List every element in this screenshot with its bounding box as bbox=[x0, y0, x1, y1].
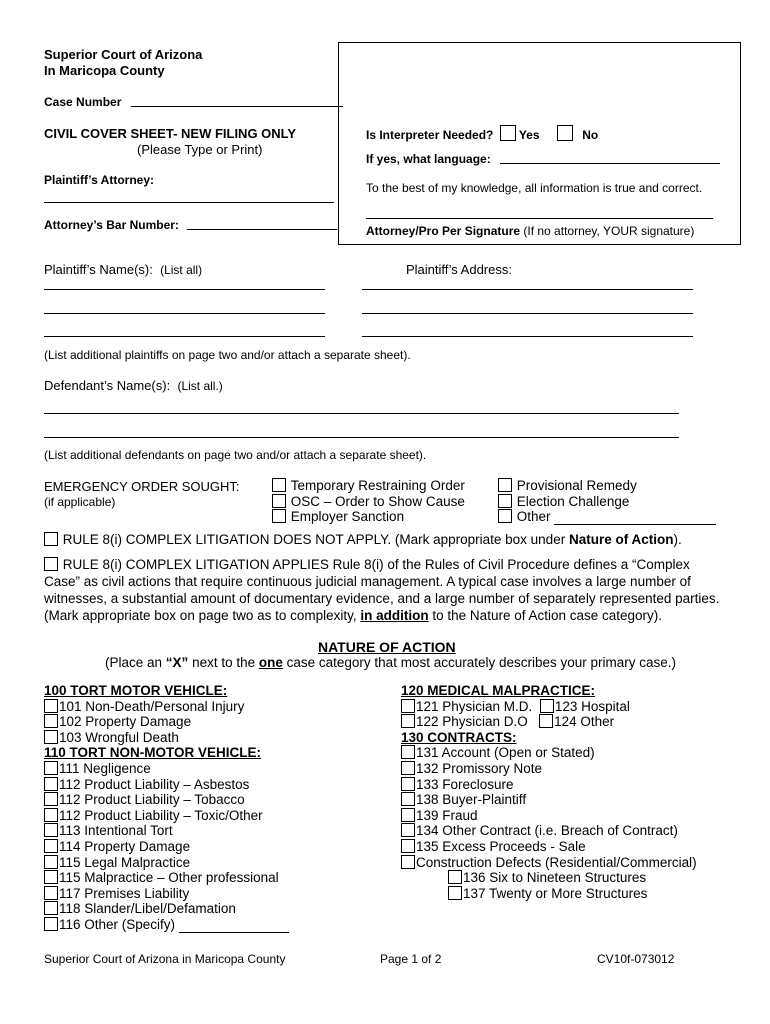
case-number-label: Case Number bbox=[44, 95, 122, 109]
case-checkbox[interactable] bbox=[44, 870, 58, 884]
plaintiff-name-line[interactable] bbox=[44, 336, 325, 337]
case-category-item[interactable]: 122 Physician D.O 124 Other bbox=[401, 714, 697, 730]
osc-checkbox[interactable] bbox=[272, 494, 286, 508]
case-category-item[interactable]: 112 Product Liability – Toxic/Other bbox=[44, 808, 289, 824]
case-checkbox[interactable] bbox=[540, 699, 554, 713]
case-category-item[interactable]: 114 Property Damage bbox=[44, 839, 289, 855]
bar-number-field[interactable] bbox=[187, 229, 337, 230]
case-category-item[interactable]: 121 Physician M.D. 123 Hospital bbox=[401, 699, 697, 715]
provisional-remedy-checkbox[interactable] bbox=[498, 478, 512, 492]
case-category-item[interactable]: 115 Malpractice – Other professional bbox=[44, 870, 289, 886]
case-checkbox[interactable] bbox=[401, 792, 415, 806]
other-emergency-field[interactable] bbox=[554, 510, 716, 525]
interpreter-no-checkbox[interactable] bbox=[557, 125, 573, 141]
election-challenge-checkbox[interactable] bbox=[498, 494, 512, 508]
emergency-options-col2 bbox=[498, 478, 716, 525]
footer-form-code: CV10f-073012 bbox=[597, 952, 675, 966]
emergency-option[interactable]: Provisional Remedy bbox=[498, 478, 716, 494]
plaintiff-address-line[interactable] bbox=[362, 289, 693, 290]
employer-sanction-checkbox[interactable] bbox=[272, 509, 286, 523]
case-checkbox[interactable] bbox=[401, 839, 415, 853]
case-checkbox[interactable] bbox=[448, 886, 462, 900]
plaintiffs-attorney-field[interactable] bbox=[44, 202, 334, 203]
case-checkbox[interactable] bbox=[44, 886, 58, 900]
plaintiff-name-line[interactable] bbox=[44, 313, 325, 314]
nature-of-action-heading: NATURE OF ACTION bbox=[318, 639, 456, 655]
plaintiff-additional-note: (List additional plaintiffs on page two and/or attach a separate sheet). bbox=[44, 348, 411, 362]
tro-checkbox[interactable] bbox=[272, 478, 286, 492]
court-name: Superior Court of Arizona bbox=[44, 47, 203, 62]
case-category-item[interactable]: 112 Product Liability – Tobacco bbox=[44, 792, 289, 808]
case-checkbox[interactable] bbox=[401, 745, 415, 759]
case-category-item[interactable]: 102 Property Damage bbox=[44, 714, 289, 730]
emergency-option[interactable]: Employer Sanction bbox=[272, 509, 465, 525]
case-checkbox[interactable] bbox=[44, 917, 58, 931]
interpreter-yes-label: Yes bbox=[518, 128, 540, 142]
case-checkbox[interactable] bbox=[44, 714, 58, 728]
case-checkbox[interactable] bbox=[44, 901, 58, 915]
rule8-not-apply-checkbox[interactable] bbox=[44, 532, 58, 546]
interpreter-box bbox=[338, 42, 741, 245]
case-number-field[interactable] bbox=[131, 106, 343, 107]
case-checkbox[interactable] bbox=[539, 714, 553, 728]
case-category-column-2 bbox=[401, 683, 697, 901]
plaintiff-name-line[interactable] bbox=[44, 289, 325, 290]
case-checkbox[interactable] bbox=[401, 777, 415, 791]
nature-of-action-instructions: (Place an “X” next to the one case category that most accurately describes your primary case.) bbox=[105, 655, 677, 670]
case-checkbox[interactable] bbox=[44, 699, 58, 713]
other-emergency-checkbox[interactable] bbox=[498, 509, 512, 523]
emergency-label: EMERGENCY ORDER SOUGHT: bbox=[44, 479, 240, 494]
plaintiff-address-line[interactable] bbox=[362, 313, 693, 314]
case-category-item[interactable]: 133 Foreclosure bbox=[401, 777, 697, 793]
case-category-item[interactable]: 112 Product Liability – Asbestos bbox=[44, 777, 289, 793]
language-field[interactable] bbox=[500, 163, 720, 164]
defendant-name-line[interactable] bbox=[44, 413, 679, 414]
emergency-note: (if applicable) bbox=[44, 495, 116, 509]
defendant-names-label: Defendant’s Name(s): (List all.) bbox=[44, 378, 223, 393]
rule8-applies-checkbox[interactable] bbox=[44, 557, 58, 571]
case-checkbox[interactable] bbox=[44, 839, 58, 853]
plaintiff-address-line[interactable] bbox=[362, 336, 693, 337]
case-category-sub-item[interactable]: 136 Six to Nineteen Structures bbox=[401, 870, 697, 886]
case-category-item[interactable]: 103 Wrongful Death bbox=[44, 730, 289, 746]
case-category-item[interactable]: 138 Buyer-Plaintiff bbox=[401, 792, 697, 808]
category-heading-100: 100 TORT MOTOR VEHICLE: bbox=[44, 683, 228, 698]
plaintiffs-attorney-label: Plaintiff’s Attorney: bbox=[44, 173, 154, 187]
case-category-sub-item[interactable]: 137 Twenty or More Structures bbox=[401, 886, 697, 902]
case-checkbox[interactable] bbox=[401, 714, 415, 728]
footer-court: Superior Court of Arizona in Maricopa County bbox=[44, 952, 286, 966]
case-category-item[interactable]: 118 Slander/Libel/Defamation bbox=[44, 901, 289, 917]
emergency-option[interactable]: Temporary Restraining Order bbox=[272, 478, 465, 494]
signature-field[interactable] bbox=[366, 218, 713, 219]
plaintiff-names-label: Plaintiff’s Name(s): (List all) bbox=[44, 262, 203, 277]
emergency-options-col1 bbox=[272, 478, 465, 525]
court-county: In Maricopa County bbox=[44, 63, 165, 78]
case-checkbox[interactable] bbox=[44, 777, 58, 791]
case-category-column-1 bbox=[44, 683, 289, 933]
interpreter-yes-checkbox[interactable] bbox=[500, 125, 516, 141]
bar-number-label: Attorney’s Bar Number: bbox=[44, 218, 179, 232]
form-subtitle: (Please Type or Print) bbox=[137, 142, 263, 157]
case-checkbox[interactable] bbox=[44, 730, 58, 744]
emergency-option[interactable]: Other bbox=[498, 509, 716, 525]
language-label: If yes, what language: bbox=[366, 152, 491, 166]
case-category-item[interactable]: 135 Excess Proceeds - Sale bbox=[401, 839, 697, 855]
case-category-item[interactable]: 116 Other (Specify) bbox=[44, 917, 289, 933]
other-specify-field[interactable] bbox=[179, 918, 289, 933]
case-category-item[interactable]: 132 Promissory Note bbox=[401, 761, 697, 777]
emergency-option[interactable]: OSC – Order to Show Cause bbox=[272, 494, 465, 510]
case-category-item[interactable]: 117 Premises Liability bbox=[44, 886, 289, 902]
case-checkbox[interactable] bbox=[401, 823, 415, 837]
case-checkbox[interactable] bbox=[44, 792, 58, 806]
signature-caption: Attorney/Pro Per Signature (If no attorney, YOUR signature) bbox=[366, 224, 695, 238]
category-heading-110: 110 TORT NON-MOTOR VEHICLE: bbox=[44, 745, 262, 761]
footer-page-number: Page 1 of 2 bbox=[380, 952, 442, 966]
case-category-item[interactable]: 101 Non-Death/Personal Injury bbox=[44, 699, 289, 715]
case-category-item[interactable]: 131 Account (Open or Stated) bbox=[401, 745, 697, 761]
case-checkbox[interactable] bbox=[401, 855, 415, 869]
case-category-item[interactable]: 139 Fraud bbox=[401, 808, 697, 824]
category-heading-130: 130 CONTRACTS: bbox=[401, 729, 517, 745]
case-checkbox[interactable] bbox=[44, 761, 58, 775]
interpreter-no-label: No bbox=[582, 128, 599, 142]
plaintiff-address-label: Plaintiff’s Address: bbox=[406, 262, 512, 277]
case-category-item[interactable]: 113 Intentional Tort bbox=[44, 823, 289, 839]
case-checkbox[interactable] bbox=[401, 808, 415, 822]
form-title: CIVIL COVER SHEET- NEW FILING ONLY bbox=[44, 126, 297, 141]
rule8-applies: RULE 8(i) COMPLEX LITIGATION APPLIES Rule 8(i) of the Rules of Civil Procedure defines a “Complex Case” as civil actions that require continuous judicial management. A typical case involves a large number of witnesses, a substantial amount of documentary evidence, and a large number of separately represented parties. (Mark appropriate box on page two as to complexity, in addition to the Nature of Action case category). bbox=[44, 557, 720, 623]
category-heading-120: 120 MEDICAL MALPRACTICE: bbox=[401, 683, 596, 698]
case-checkbox[interactable] bbox=[44, 823, 58, 837]
case-checkbox[interactable] bbox=[401, 699, 415, 713]
case-category-item[interactable]: 134 Other Contract (i.e. Breach of Contract) bbox=[401, 823, 697, 839]
interpreter-question: Is Interpreter Needed? Yes No bbox=[366, 125, 598, 142]
case-checkbox[interactable] bbox=[401, 761, 415, 775]
case-category-item[interactable]: 111 Negligence bbox=[44, 761, 289, 777]
case-category-item[interactable]: Construction Defects (Residential/Commercial) bbox=[401, 855, 697, 871]
emergency-option[interactable]: Election Challenge bbox=[498, 494, 716, 510]
defendant-additional-note: (List additional defendants on page two and/or attach a separate sheet). bbox=[44, 448, 427, 462]
case-checkbox[interactable] bbox=[44, 855, 58, 869]
case-checkbox[interactable] bbox=[44, 808, 58, 822]
certification-text: To the best of my knowledge, all information is true and correct. bbox=[366, 181, 703, 195]
rule8-not-apply: RULE 8(i) COMPLEX LITIGATION DOES NOT APPLY. (Mark appropriate box under Nature of Action). bbox=[44, 531, 734, 548]
defendant-name-line[interactable] bbox=[44, 437, 679, 438]
case-checkbox[interactable] bbox=[448, 870, 462, 884]
case-category-item[interactable]: 115 Legal Malpractice bbox=[44, 855, 289, 871]
